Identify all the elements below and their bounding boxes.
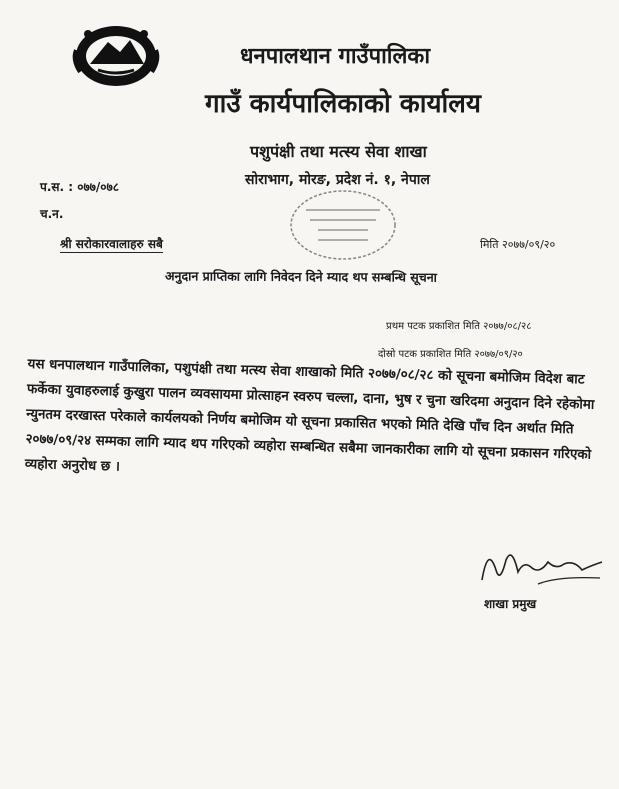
signature-icon xyxy=(478,540,608,595)
office-stamp-icon xyxy=(288,188,398,262)
letter-date: मिति २०७७/०९/२० xyxy=(480,238,556,251)
second-publication-date: दोस्रो पटक प्रकाशित मिति २०७७/०९/२० xyxy=(378,349,523,360)
recipient: श्री सरोकारवालाहरु सबै xyxy=(60,237,163,251)
office-name: गाउँ कार्यपालिकाको कार्यालय xyxy=(205,89,481,119)
section-name: पशुपंक्षी तथा मत्स्य सेवा शाखा xyxy=(250,142,427,161)
signatory-title: शाखा प्रमुख xyxy=(484,597,537,611)
notice-body: यस धनपालथान गाउँपालिका, पशुपंक्षी तथा मत्स्य सेवा शाखाको मिति २०७७/०८/२८ को सूचना बमोजिम विदेश बाट फर्केका युवाहरुलाई कुखुरा पालन व्यवसायमा प्रोत्साहन स्वरुप चल्ला, दाना, भुष र चुना खरिदमा अनुदान दिने रहेकोमा न्युनतम दरखास्त परेकाले कार्यलयको निर्णय बमोजिम यो सूचना प्रकासित भएको मिति देखि पाँच दिन अर्थात मिति २०७७/०९/२४ सम्मका लागि म्याद थप गरिएको व्यहोरा सम्बन्धित सबैमा जानकारीका लागि यो सूचना प्रकासन गरिएको व्यहोरा अनुरोध छ । xyxy=(24,356,595,475)
municipality-name: धनपालथान गाउँपालिका xyxy=(240,44,431,69)
nepal-emblem-icon xyxy=(68,20,164,90)
first-publication-date: प्रथम पटक प्रकाशित मिति २०७७/०८/२८ xyxy=(386,321,532,332)
dispatch-number: च.न. xyxy=(40,207,64,221)
reference-number: प.स. : ०७७/०७८ xyxy=(40,180,120,194)
office-address: सोराभाग, मोरङ, प्रदेश नं. १, नेपाल xyxy=(245,172,430,188)
notice-subject: अनुदान प्राप्तिका लागि निवेदन दिने म्याद थप सम्बन्धि सूचना xyxy=(164,268,437,285)
